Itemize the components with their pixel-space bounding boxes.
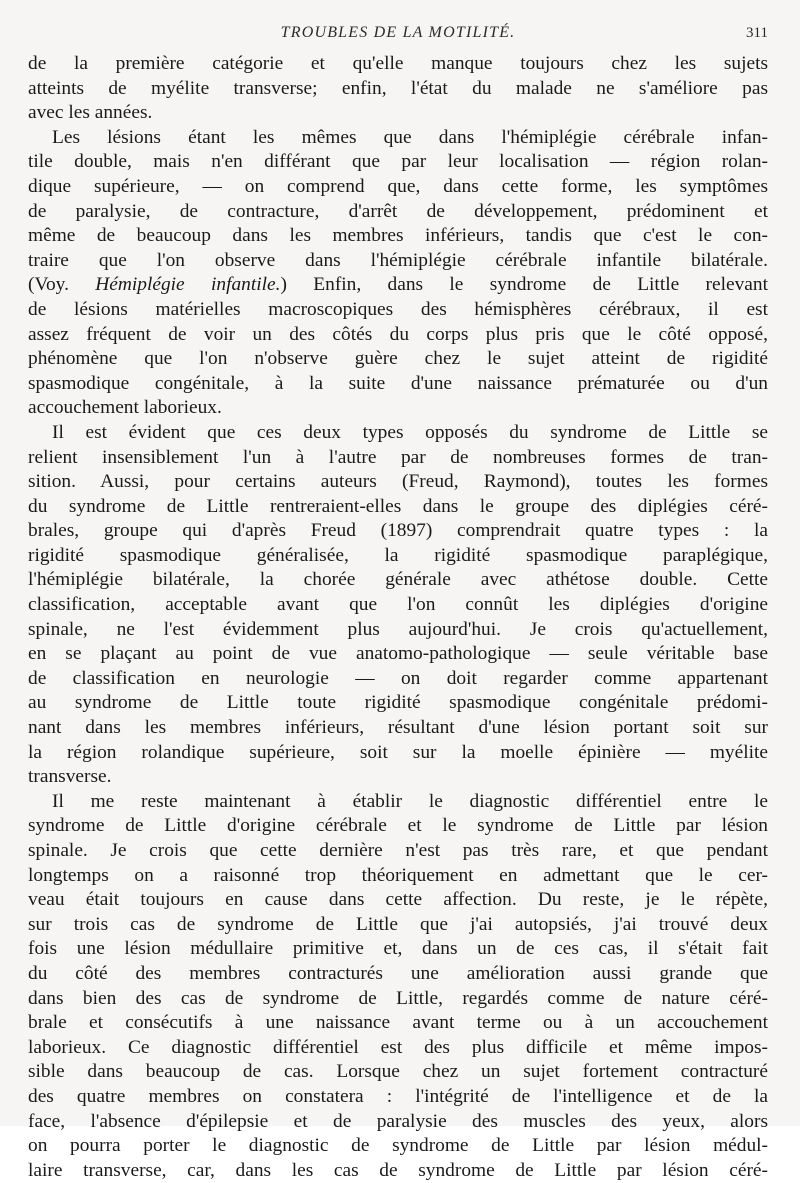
text-line: phénomène que l'on n'observe guère chez le sujet atteint de rigidité xyxy=(28,348,768,370)
text-line: dans bien des cas de syndrome de Little, regardés comme de nature céré- xyxy=(28,987,768,1009)
paragraph xyxy=(28,421,768,790)
text-line: de paralysie, de contracture, d'arrêt de développement, prédominent et xyxy=(28,200,768,222)
text-line: spasmodique congénitale, à la suite d'une naissance prématurée ou d'un xyxy=(28,372,768,394)
text-line: atteints de myélite transverse; enfin, l'état du malade ne s'améliore pas xyxy=(28,77,768,99)
text-line: relient insensiblement l'un à l'autre par de nombreuses formes de tran- xyxy=(28,446,768,468)
text-line: (Voy. Hémiplégie infantile.) Enfin, dans le syndrome de Little relevant xyxy=(28,274,768,296)
text-line: spinale. Je crois que cette dernière n'est pas très rare, et que pendant xyxy=(28,840,768,861)
text-line: brale et consécutifs à une naissance avant terme ou à un accouchement xyxy=(28,1012,768,1034)
text-line: Il est évident que ces deux types opposés du syndrome de Little se xyxy=(52,421,768,443)
text-line: tile double, mais n'en différant que par leur localisation — région rolan- xyxy=(28,151,768,173)
text-line: de classification en neurologie — on doit regarder comme appartenant xyxy=(28,667,768,689)
text-line: classification, acceptable avant que l'on connût les diplégies d'origine xyxy=(28,594,768,616)
text-line: sition. Aussi, pour certains auteurs (Freud, Raymond), toutes les formes xyxy=(28,471,768,493)
text-line: laire transverse, car, dans les cas de syndrome de Little par lésion céré- xyxy=(28,1159,768,1181)
text-line: Il me reste maintenant à établir le diagnostic différentiel entre le xyxy=(52,790,768,812)
page-number: 311 xyxy=(746,25,768,41)
text-line: au syndrome de Little toute rigidité spasmodique congénitale prédomi- xyxy=(28,692,768,714)
text-line: nant dans les membres inférieurs, résultant d'une lésion portant soit sur xyxy=(28,717,768,739)
text-line: de lésions matérielles macroscopiques des hémisphères cérébraux, il est xyxy=(28,298,768,320)
text-line: du côté des membres contracturés une amélioration aussi grande que xyxy=(28,962,768,984)
text-line: sible dans beaucoup de cas. Lorsque chez un sujet fortement contracturé xyxy=(28,1061,768,1083)
text-line: Les lésions étant les mêmes que dans l'hémiplégie cérébrale infan- xyxy=(52,126,768,148)
paragraph xyxy=(28,52,768,126)
text-line: assez fréquent de voir un des côtés du corps plus pris que le côté opposé, xyxy=(28,323,768,345)
paragraph xyxy=(28,126,768,421)
text-line: syndrome de Little d'origine cérébrale et le syndrome de Little par lésion xyxy=(28,815,768,837)
text-line: transverse. xyxy=(28,766,112,788)
text-line: longtemps on a raisonné trop théoriquement en admettant que le cer- xyxy=(28,864,768,886)
text-line: face, l'absence d'épilepsie et de paralysie des muscles des yeux, alors xyxy=(28,1110,768,1132)
text-line: fois une lésion médullaire primitive et, dans un de ces cas, il s'était fait xyxy=(28,938,768,960)
text-line: rigidité spasmodique généralisée, la rigidité spasmodique paraplégique, xyxy=(28,544,768,566)
text-line: de la première catégorie et qu'elle manque toujours chez les sujets xyxy=(28,53,768,74)
text-line: des quatre membres on constatera : l'intégrité de l'intelligence et de la xyxy=(28,1085,768,1107)
text-line: du syndrome de Little rentreraient-elles dans le groupe des diplégies céré- xyxy=(28,495,768,517)
body-text xyxy=(28,52,768,1183)
text-line: accouchement laborieux. xyxy=(28,397,222,419)
paragraph xyxy=(28,790,768,1183)
text-line: veau était toujours en cause dans cette affection. Du reste, je le répète, xyxy=(28,889,768,911)
text-line: l'hémiplégie bilatérale, la chorée générale avec athétose double. Cette xyxy=(28,569,768,591)
text-line: en se plaçant au point de vue anatomo-pathologique — seule véritable base xyxy=(28,643,768,665)
text-line: on pourra porter le diagnostic de syndrome de Little par lésion médul- xyxy=(28,1135,768,1157)
text-line: brales, groupe qui d'après Freud (1897) comprendrait quatre types : la xyxy=(28,520,768,542)
text-line: dique supérieure, — on comprend que, dans cette forme, les symptômes xyxy=(28,175,768,197)
text-line: la région rolandique supérieure, soit sur la moelle épinière — myélite xyxy=(28,741,768,763)
text-line: sur trois cas de syndrome de Little que j'ai autopsiés, j'ai trouvé deux xyxy=(28,913,768,935)
running-header xyxy=(28,24,768,46)
text-line: traire que l'on observe dans l'hémiplégie cérébrale infantile bilatérale. xyxy=(28,249,768,271)
text-line: avec les années. xyxy=(28,102,153,124)
italic-reference: Hémiplégie infantile. xyxy=(95,274,281,296)
text-line: laborieux. Ce diagnostic différentiel est des plus difficile et même impos- xyxy=(28,1036,768,1058)
running-title: TROUBLES DE LA MOTILITÉ. xyxy=(280,24,516,41)
text-line: spinale, ne l'est évidemment plus aujourd'hui. Je crois qu'actuellement, xyxy=(28,618,768,640)
text-line: même de beaucoup dans les membres inférieurs, tandis que c'est le con- xyxy=(28,225,768,247)
